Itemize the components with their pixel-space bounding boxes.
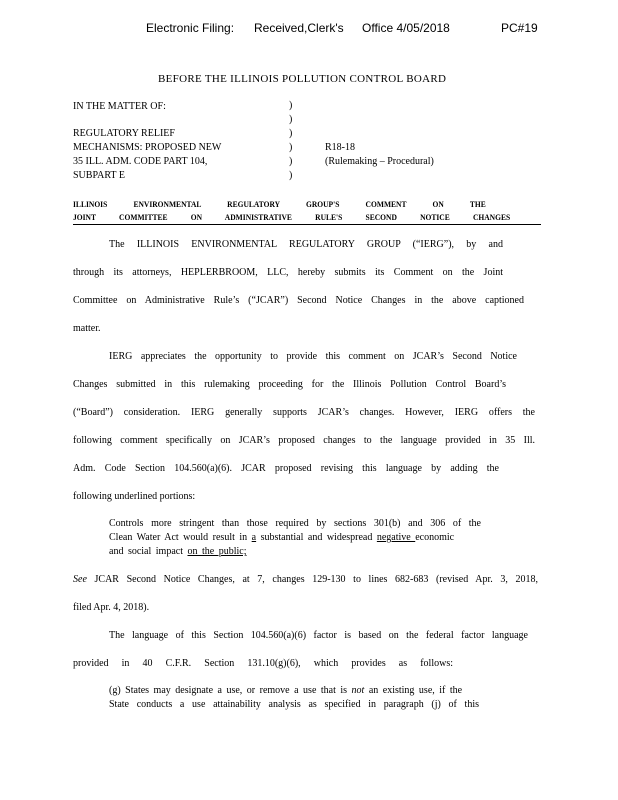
case-type: (Rulemaking – Procedural) — [325, 156, 434, 167]
quote-text: economic — [415, 532, 455, 543]
heading-word: ON — [432, 200, 444, 209]
heading-word: RULE'S — [315, 213, 343, 222]
heading-word: ADMINISTRATIVE — [224, 213, 292, 222]
quote-text: and social impact — [109, 546, 188, 557]
heading-word: GROUP'S — [305, 200, 340, 209]
body-line: (“Board”) consideration. IERG generally supports JCAR’s changes. However, IERG offers the — [73, 407, 535, 418]
caption-line: REGULATORY RELIEF — [73, 128, 175, 139]
filing-label: Electronic Filing: — [146, 21, 235, 35]
quote-line: Controls more stringent than those required by sections 301(b) and 306 of the — [109, 518, 481, 529]
quote-line: State conducts a use attainability analysis as specified in paragraph (j) of this — [109, 699, 479, 710]
added-text: on the public; — [187, 546, 247, 557]
quote-line — [109, 532, 454, 543]
quote-text: (g) States may designate a use, or remove a use that is — [109, 685, 352, 696]
citation-line: filed Apr. 4, 2018). — [73, 602, 150, 613]
heading-word: JOINT — [73, 213, 96, 222]
citation-signal: See — [73, 574, 87, 585]
heading-word: NOTICE — [420, 213, 450, 222]
body-line: following comment specifically on JCAR’s proposed changes to the language provided in 35 Ill. — [73, 435, 535, 446]
body-line: provided in 40 C.F.R. Section 131.10(g)(6), which provides as follows: — [73, 658, 453, 669]
quote-text: Clean Water Act would result in — [109, 532, 252, 543]
citation-text: JCAR Second Notice Changes, at 7, changes 129-130 to lines 682-683 (revised Apr. 3, 2018, — [86, 574, 538, 585]
filing-received: Received,Clerk's — [254, 21, 344, 35]
added-text: negative — [376, 532, 416, 543]
heading-word: SECOND — [365, 213, 397, 222]
case-number: R18-18 — [325, 142, 355, 153]
added-text: a — [251, 532, 257, 543]
caption-bracket: ) — [289, 142, 293, 153]
heading-word: REGULATORY — [227, 200, 280, 209]
body-line: following underlined portions: — [73, 491, 196, 502]
filing-pc-number: PC#19 — [501, 21, 538, 35]
caption-line: 35 ILL. ADM. CODE PART 104, — [73, 156, 208, 167]
heading-word: ILLINOIS — [73, 200, 108, 209]
caption-bracket: ) — [289, 114, 293, 125]
heading-word: CHANGES — [472, 213, 511, 222]
heading-word: THE — [469, 200, 486, 209]
body-line: through its attorneys, HEPLERBROOM, LLC, hereby submits its Comment on the Joint — [73, 267, 503, 278]
body-line: Committee on Administrative Rule’s (“JCAR”) Second Notice Changes in the above captioned — [73, 295, 524, 306]
caption-line: MECHANISMS: PROPOSED NEW — [73, 142, 222, 153]
caption-bracket: ) — [289, 170, 293, 181]
filing-office-date: Office 4/05/2018 — [362, 21, 450, 35]
quote-text: substantial and widespread — [256, 532, 377, 543]
body-line: Changes submitted in this rulemaking proceeding for the Illinois Pollution Control Board’s — [73, 379, 506, 390]
caption-bracket: ) — [289, 128, 293, 139]
body-line: Adm. Code Section 104.560(a)(6). JCAR proposed revising this language by adding the — [73, 463, 499, 474]
quote-line — [109, 685, 462, 696]
body-line: The ILLINOIS ENVIRONMENTAL REGULATORY GROUP (“IERG”), by and — [109, 239, 503, 250]
comment-heading-line2 — [73, 213, 510, 222]
comment-heading-line1 — [73, 200, 486, 209]
document-title: BEFORE THE ILLINOIS POLLUTION CONTROL BOARD — [158, 73, 447, 85]
caption-line: IN THE MATTER OF: — [73, 101, 166, 112]
caption-bracket: ) — [289, 156, 293, 167]
body-line: The language of this Section 104.560(a)(6) factor is based on the federal factor language — [109, 630, 528, 641]
quote-line — [109, 546, 246, 557]
citation-line — [73, 574, 538, 585]
caption-line: SUBPART E — [73, 170, 125, 181]
heading-word: ON — [190, 213, 203, 222]
emphasis-text: not — [351, 685, 365, 696]
heading-word: COMMITTEE — [119, 213, 168, 222]
heading-word: ENVIRONMENTAL — [133, 200, 201, 209]
heading-underline — [73, 224, 541, 225]
heading-word: COMMENT — [365, 200, 407, 209]
quote-text: an existing use, if the — [364, 685, 463, 696]
body-line: matter. — [73, 323, 101, 334]
caption-bracket: ) — [289, 100, 293, 111]
body-line: IERG appreciates the opportunity to provide this comment on JCAR’s Second Notice — [109, 351, 517, 362]
